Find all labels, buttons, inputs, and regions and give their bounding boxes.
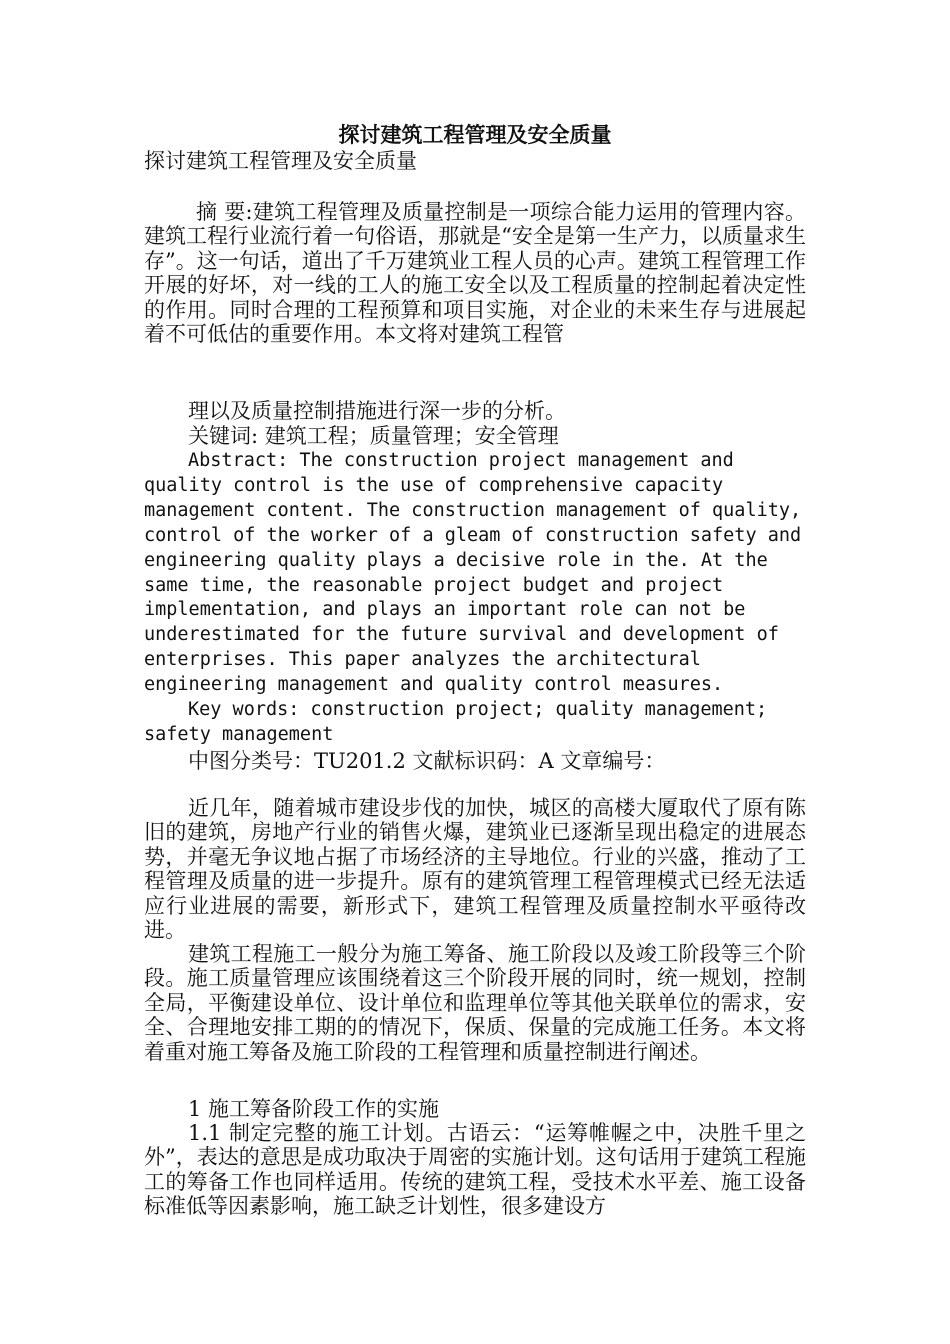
document-subtitle: 探讨建筑工程管理及安全质量 (144, 149, 417, 173)
body-paragraph-2: 建筑工程施工一般分为施工筹备、施工阶段以及竣工阶段等三个阶段。施工质量管理应该围绕着这三个阶段开展的同时，统一规划，控制全局，平衡建设单位、设计单位和监理单位等其他关联单位的需求，安全、合理地安排工期的的情况下，保质、保量的完成施工任务。本文将着重对施工筹备及施工阶段的工程管理和质量控制进行阐述。 (144, 942, 806, 1064)
section-heading-1: 1 施工筹备阶段工作的实施 (188, 1097, 440, 1121)
abstract-cn-part1: 摘 要:建筑工程管理及质量控制是一项综合能力运用的管理内容。建筑工程行业流行着一句俗语，那就是“安全是第一生产力，以质量求生存”。这一句话，道出了千万建筑业工程人员的心声。建筑工程管理工作开展的好坏，对一线的工人的施工安全以及工程质量的控制起着决定性的作用。同时合理的工程预算和项目实施，对企业的未来生存与进展起着不可低估的重要作用。本文将对建筑工程管 (144, 200, 806, 347)
body-paragraph-1: 近几年，随着城市建设步伐的加快，城区的高楼大厦取代了原有陈旧的建筑，房地产行业的销售火爆，建筑业已逐渐呈现出稳定的进展态势，并毫无争议地占据了市场经济的主导地位。行业的兴盛，推动了工程管理及质量的进一步提升。原有的建筑管理工程管理模式已经无法适应行业进展的需要，新形式下，建筑工程管理及质量控制水平亟待改进。 (144, 796, 806, 943)
document-title: 探讨建筑工程管理及安全质量 (338, 122, 612, 147)
keywords-cn: 关键词: 建筑工程；质量管理；安全管理 (188, 424, 559, 448)
abstract-cn-part2: 理以及质量控制措施进行深一步的分析。 (188, 399, 566, 423)
classification-line: 中图分类号：TU201.2 文献标识码：A 文章编号： (188, 749, 666, 773)
keywords-en: Key words: construction project; quality management; safety management (144, 699, 768, 745)
body-paragraph-3: 1.1 制定完整的施工计划。古语云：“运筹帷幄之中，决胜千里之外”，表达的意思是成功取决于周密的实施计划。这句话用于建筑工程施工的筹备工作也同样适用。传统的建筑工程，受技术水平差、施工设备标准低等因素影响，施工缺乏计划性，很多建设方 (144, 1121, 806, 1219)
abstract-en: Abstract: The construction project management and quality control is the use of comprehensive capacity management content. The construction management of quality, control of the worker of a gleam of construction safety and engineering quality plays a decisive role in the. At the same time, the reasonable project budget and project implementation, and plays an important role can not be underestimated for the future survival and development of enterprises. This paper analyzes the architectural engineering management and quality control measures. (144, 450, 802, 696)
